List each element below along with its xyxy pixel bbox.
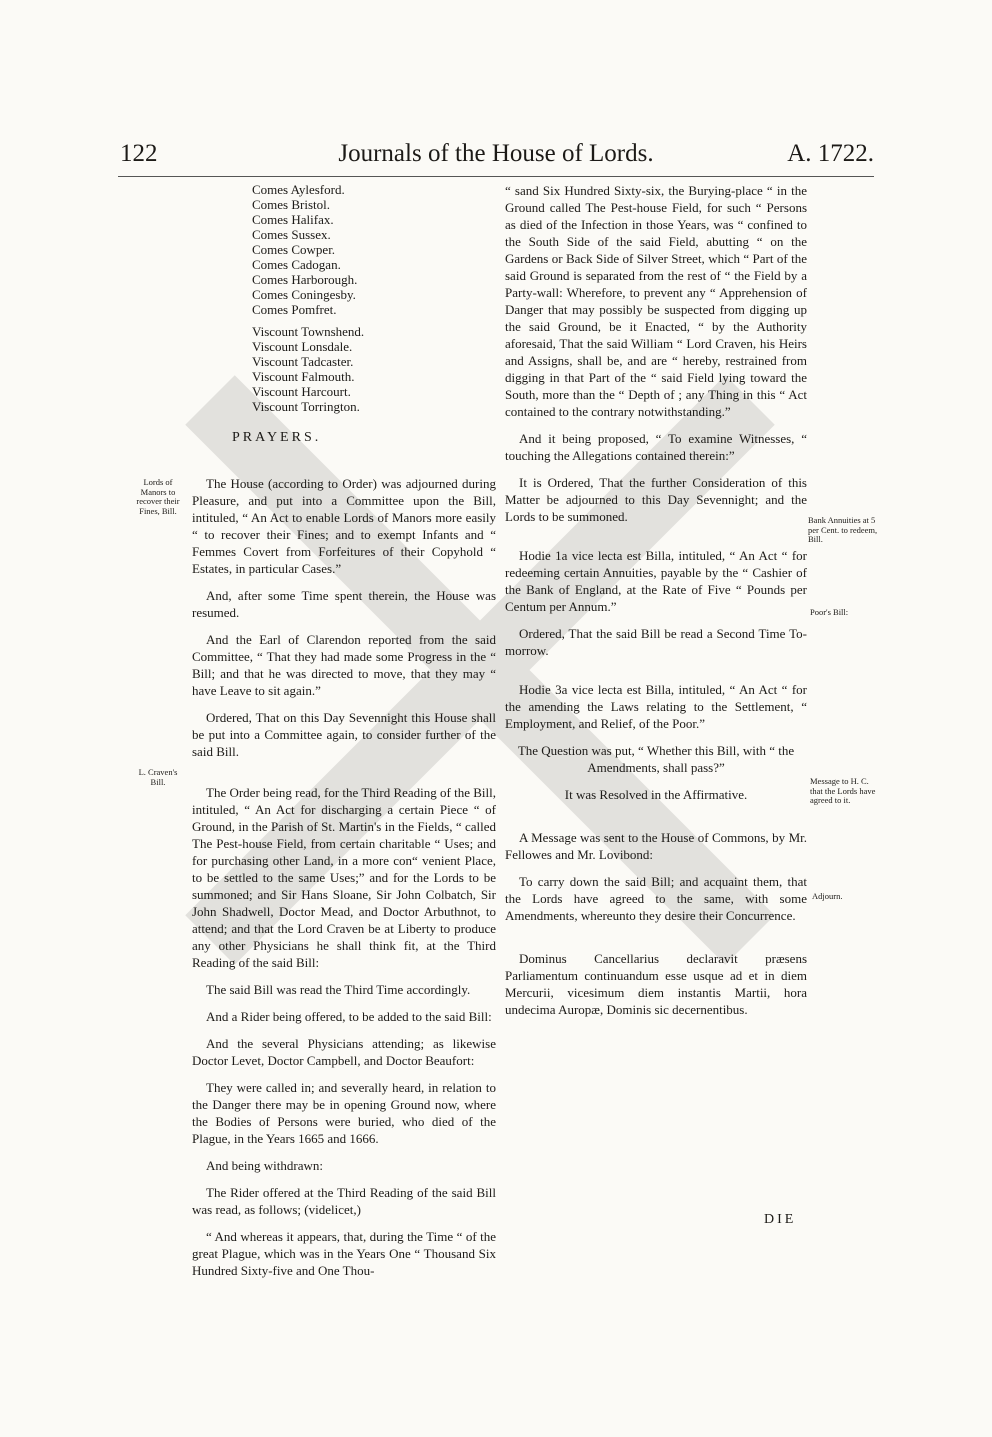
peer-entry: Comes Aylesford.: [252, 182, 345, 197]
peer-entry: Comes Cowper.: [252, 242, 336, 257]
paragraph: The Order being read, for the Third Reading of the Bill, intituled, “ An Act for discharging a certain Piece “ of Ground, in the Parish of St. Martin's in the Fields, “ called The Pest-house Field, from certain charitable “ Uses; and for purchasing other Land, in a more con“ venient Place, to be settled to the same Uses;” and for the Lords to be summoned; and Sir Hans Sloane, Sir John Colbatch, Sir John Shadwell, Doctor Mead, and Doctor Arbuthnot, to attend; and that the Lord Craven be at Liberty to produce any other Physicians he shall think fit, at the Third Reading of the said Bill:: [192, 785, 497, 970]
paragraph: “ And whereas it appears, that, during the Time “ of the great Plague, which was in the Years One “ Thousand Six Hundred Sixty-five and One Thou-: [192, 1229, 496, 1278]
peer-entry: Comes Cadogan.: [252, 257, 341, 272]
paragraph: And the several Physicians attending; as likewise Doctor Levet, Doctor Campbell, and Doctor Beaufort:: [192, 1036, 496, 1068]
paragraph: It was Resolved in the Affirmative.: [564, 787, 748, 802]
peer-entry: Comes Coningesby.: [252, 287, 356, 302]
catchword: DIE: [764, 1212, 797, 1227]
margin-note: Message to H. C. that the Lords have agreed to it.: [810, 776, 876, 805]
margin-note: L. Craven's Bill.: [138, 767, 178, 787]
year-label: A. 1722.: [787, 140, 874, 167]
margin-note: Poor's Bill:: [810, 607, 849, 617]
margin-note: Adjourn.: [812, 891, 843, 901]
paragraph: A Message was sent to the House of Commons, by Mr. Fellowes and Mr. Lovibond:: [505, 830, 807, 862]
peer-entry: Viscount Torrington.: [252, 399, 360, 414]
peer-entry: Comes Halifax.: [252, 212, 334, 227]
peer-entry: Viscount Falmouth.: [252, 369, 355, 384]
paragraph: And it being proposed, “ To examine Witnesses, “ touching the Allegations contained therein:”: [505, 431, 807, 463]
paragraph: “ sand Six Hundred Sixty-six, the Burying-place “ in the Ground called The Pest-house Field, for such “ Persons as died of the Infection in those Years, was “ confined to the South Side of the said Field, abutting “ on the Gardens or Back Side of Silver Street, which “ Part of the said Ground is separated from the rest of “ the Field by a Party-wall: Wherefore, to prevent any “ Apprehension of Danger that may possibly be suspected from digging up the said Ground, be it Enacted, “ by the Authority aforesaid, That the said William “ Lord Craven, his Heirs and Assigns, shall be, and are “ hereby, restrained from digging in that Part of the “ said Field lying toward the South, more than the “ Depth of ; any Thing in this “ Act contained to the contrary notwithstanding.”: [505, 183, 807, 419]
paragraph: The said Bill was read the Third Time accordingly.: [206, 982, 471, 997]
left-column: [192, 475, 496, 1289]
margin-note: Lords of Manors to recover their Fines, Bill.: [136, 477, 180, 516]
paragraph: It is Ordered, That the further Consideration of this Matter be adjourned to this Day Sevennight; and the Lords to be summoned.: [505, 475, 807, 524]
paragraph: And a Rider being offered, to be added to the said Bill:: [206, 1009, 492, 1024]
peer-entry: Comes Sussex.: [252, 227, 331, 242]
paragraph: Hodie 3a vice lecta est Billa, intituled, “ An Act “ for the amending the Laws relating to the Settlement, “ Employment, and Relief, of the Poor.”: [505, 682, 807, 731]
peer-entry: Viscount Townshend.: [252, 324, 365, 339]
paragraph: And being withdrawn:: [206, 1158, 323, 1173]
journal-title: Journals of the House of Lords.: [338, 140, 654, 167]
paragraph: Ordered, That the said Bill be read a Second Time To-morrow.: [505, 626, 807, 658]
peer-entry: Comes Bristol.: [252, 197, 331, 212]
paragraph: Hodie 1a vice lecta est Billa, intituled, “ An Act “ for redeeming certain Annuities, payable by the “ Cashier of the Bank of England, at the Rate of Five “ Pounds per Centum per Annum.”: [505, 548, 807, 614]
page-number: 122: [120, 140, 158, 167]
paragraph: Ordered, That on this Day Sevennight this House shall be put into a Committee again, to consider further of the said Bill.: [192, 710, 496, 759]
paragraph: The Rider offered at the Third Reading of the said Bill was read, as follows; (videlicet,): [192, 1185, 496, 1217]
paragraph: To carry down the said Bill; and acquaint them, that the Lords have agreed to the same, with some Amendments, whereunto they desire their Concurrence.: [505, 874, 807, 923]
peer-entry: Viscount Lonsdale.: [252, 339, 353, 354]
paragraph: And the Earl of Clarendon reported from the said Committee, “ That they had made some Progress in the “ Bill; and that he was directed to move, that they may “ have Leave to sit again.”: [192, 632, 496, 698]
paragraph: They were called in; and severally heard, in relation to the Danger there may be in opening Ground now, where the Bodies of Persons were buried, who died of the Plague, in the Years 1665 and 1666.: [192, 1080, 496, 1146]
paragraph: The House (according to Order) was adjourned during Pleasure, and put into a Committee upon the Bill, intituled, “ An Act to enable Lords of Manors more easily “ to recover their Fines; and to exempt Infants and “ Femmes Covert from Forfeitures of their Copyhold “ Estates, in particular Cases.”: [192, 476, 496, 576]
header-rule: [118, 176, 874, 177]
peer-entry: Viscount Harcourt.: [252, 384, 351, 399]
peers-list: [252, 182, 452, 414]
paragraph: The Question was put, “ Whether this Bill, with “ the Amendments, shall pass?”: [517, 743, 795, 775]
paragraph: Dominus Cancellarius declaravit præsens Parliamentum continuandum esse usque ad et in diem Mercurii, vicesimum diem instantis Martii, hora undecima Aurорæ, Dominis sic decernentibus.: [505, 951, 807, 1017]
peer-entry: Comes Harborough.: [252, 272, 358, 287]
peer-entry: Comes Pomfret.: [252, 302, 337, 317]
peer-entry: Viscount Tadcaster.: [252, 354, 354, 369]
paragraph: And, after some Time spent therein, the House was resumed.: [192, 588, 496, 620]
right-column: [505, 182, 807, 1028]
margin-note: Bank Annuities at 5 per Cent. to redeem, Bill.: [808, 515, 878, 544]
prayers-heading: PRAYERS.: [232, 430, 322, 445]
